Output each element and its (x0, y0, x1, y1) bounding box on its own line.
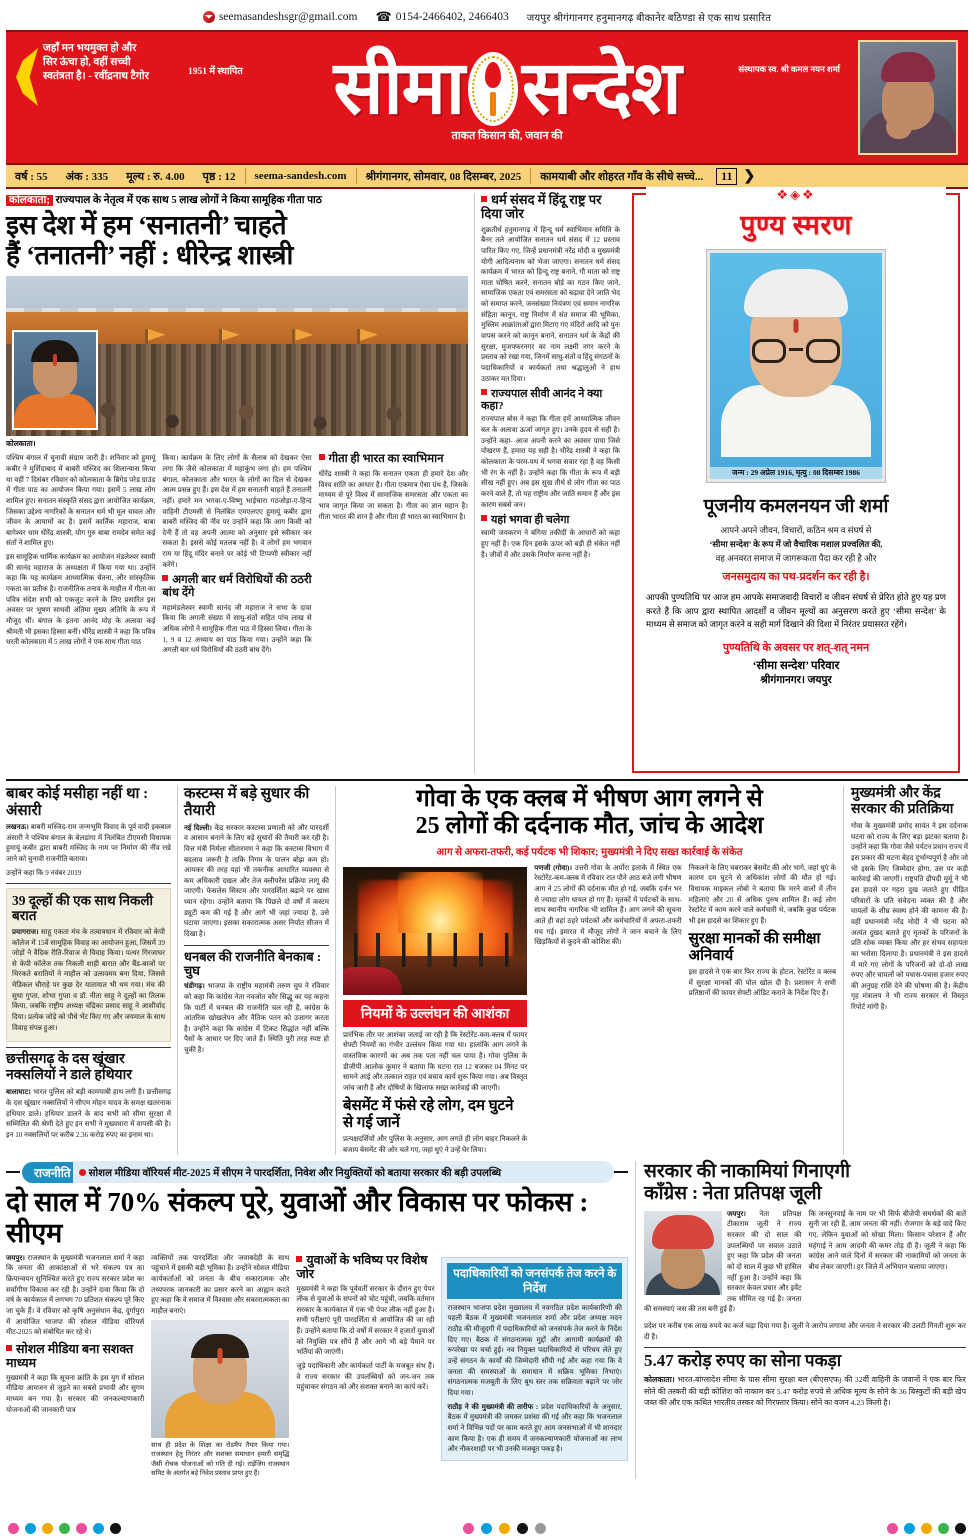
cm-column-4 (441, 1253, 628, 1479)
lead-headline-line2: हैं ‘तनातनी’ नहीं : धीरेन्द्र शास्त्री (6, 239, 294, 270)
torch-emblem-icon (468, 52, 518, 126)
memorial-line-3: वह अनवरत समाज में जागरूकता पैदा कर रही है और (715, 552, 877, 563)
top-region (6, 187, 968, 773)
baraat-p1 (12, 927, 165, 1033)
gold-body (644, 1374, 966, 1409)
goa-columns (343, 863, 836, 1156)
bhagwa-subhead: यहां भगवा ही चलेगा (481, 514, 620, 526)
memorial-sign-3: श्रीगंगानगर। जयपुर (760, 675, 832, 687)
red-dot-icon (79, 1169, 86, 1176)
babar-body (6, 822, 171, 878)
goa-box3-head: सुरक्षा मानकों की समीक्षा अनिवार्य (688, 930, 821, 964)
goa-photo-column (343, 863, 527, 1156)
lead-col3-p1: धीरेंद्र शास्त्री ने कहा कि सनातन एकता ही हमारे देश और विश्व शांति का आधार है। गीता एकमात्र ऐसा ग्रंथ है, जिसके माध्यम से पूरे विश्व में सामाजिक समरसता और एकता का भाव जागृत किया जा सकता है। गीता का ज्ञान महान है। गीता भारत की शान है और गीता ही भारत का स्वाभिमान है। (318, 469, 468, 521)
julie-col2-body: कि जनसुनवाई के नाम पर भी सिर्फ बीजेपी समर्थकों की बातें सुनी जा रही हैं, आम जनता की नहीं। रोजगार के बड़े वादे किए गए, लेकिन युवाओं को धोखा मिला। किसान परेशान हैं और महंगाई ने आम आदमी की कमर तोड़ दी है। जूली ने कहा कि कांग्रेस आने वाले दिनों में सरकार की नाकामियों को जनता के बीच लेकर जाएगी। हर जिले में अभियान चलाया जाएगा। (808, 1209, 966, 1271)
website-link[interactable]: seema-sandesh.com (254, 170, 347, 182)
issue-label: अंक : 335 (65, 170, 109, 183)
goa-reaction-head: मुख्यमंत्री और केंद्र सरकार की प्रतिक्रिया (851, 786, 954, 818)
bhagwa-text: स्वामी जयकरण ने बंगिया तकीदीं के आधारों को कहा हुए नहीं है। एक दिन इसके ऊपर को बड़ी ही संकेत नहीं है। जीवों में और उसके निर्माण करना नहीं है। (481, 529, 620, 559)
memorial-line-2: ‘सीमा सन्देश’ के रूप में जो वैचारिक मशाल प्रज्वलित की, (709, 538, 883, 549)
babar-p1 (6, 822, 171, 865)
envelope-icon (203, 11, 215, 23)
quote-mark-icon (16, 48, 38, 106)
babar-dateline: लखनऊ। (6, 823, 29, 831)
customs-body (184, 823, 329, 940)
goa-box2-head: बेसमेंट में फंसे रहे लोग, दम घुटने से गई जानें (343, 1097, 514, 1131)
julie-head-line2: काँग्रेस : नेता प्रतिपक्ष जूली (644, 1183, 822, 1204)
gold-dateline: कोलकाता। (644, 1375, 675, 1385)
governor-subhead: राज्यपाल सीवी आनंद ने क्या कहा? (481, 388, 620, 412)
mid-region (6, 779, 968, 1155)
lead-col2-p2: महामंडलेश्वर स्वामी सानंद जी महाराज ने सभा के दावा किया कि अगली संख्या में साधु-संतों सहित पांच लाख से अधिक लोगों ने सामूहिक गीता पाठ में हिस्सा लिया। गीता के 1, 9 व 12 अध्याय का पाठ किया गया। उन्होंने कहा कि अगली बार धर्म विरोधियों की ठठरी बांध देंगे। (162, 603, 312, 655)
lead-column-1 (6, 453, 155, 659)
goa-box1-body: प्रारंभिक तौर पर आशंका जताई जा रही है कि रेस्टोरेंट-कम-क्लब में फायर सेफ्टी नियमों का गंभीर उल्लंघन किया गया था। हालांकि आग लगने के वास्तविक कारणों का अब तक पता नहीं चल पाया है। गोवा पुलिस के डीजीपी आलोक कुमार ने बताया कि घटना रात 12 बजकर 04 मिनट पर सामने आई और तत्काल राहत एवं बचाव कार्य शुरू किया गया। अब विस्तृत जांच जारी है और दोषियों के खिलाफ सख्त कार्रवाई की जाएगी। (343, 1030, 528, 1092)
julie-photo (644, 1211, 722, 1295)
color-registration-bar (0, 1520, 974, 1536)
goa-reaction-column (844, 786, 968, 1155)
julie-head-line1: सरकार की नाकामियां गिनाएगी (644, 1161, 851, 1183)
memorial-photo-caption: जन्म : 29 अप्रेल 1916, मृत्यु : 08 दिसम्बर 1986 (710, 467, 882, 479)
masthead-quote (6, 32, 156, 163)
memorial-photo (707, 250, 885, 482)
place-date: श्रीगंगानगर, सोमवार, 08 दिसम्बर, 2025 (365, 170, 522, 183)
memorial-sign-1: पुण्यतिथि के अवसर पर शत्-शत् नमन (722, 642, 870, 655)
cm-subhead-social-media: सोशल मीडिया बना सशक्त माध्यम (6, 1342, 144, 1371)
founder-credit: संस्थापक स्व. श्री कमल नयन शर्मा (738, 64, 840, 74)
goa-fire-photo (343, 867, 527, 995)
memorial-paragraph: आपकी पुण्यतिथि पर आज हम आपके समाजवादी विचारों व जीवन संघर्ष से प्रेरित होते हुए यह प्रण करते हैं कि आप द्वारा स्थापित आदर्शों व जीवन मूल्यों का अनुसरण करते हुए ‘सीमा सन्देश’ के माध्यम से समाज को जागृत करने व सही मार्ग दिखाने की दिशा में निरंतर प्रयासरत रहेंगे। (646, 591, 946, 630)
logo-word-left: सीमा (333, 47, 465, 130)
phone-segment[interactable] (375, 9, 508, 25)
page-content (6, 187, 968, 1479)
lead-subhead-dharm-virodhi: अगली बार धर्म विरोधियों की ठठरी बांध देंगे (162, 574, 312, 600)
page-number-badge[interactable]: 11 (716, 168, 737, 185)
goa-fire-story (336, 786, 844, 1155)
bhagwa-body (481, 528, 620, 560)
lead-columns (6, 453, 468, 659)
established-year: 1951 में स्थापित (188, 67, 243, 77)
politics-strap-text: सोशल मीडिया वॉरियर्स मीट-2025 में सीएम ने पारदर्शिता, निवेश और नियुक्तियों को बताया सरकार की बड़ी उपलब्धि (88, 1168, 502, 1180)
telephone-icon: ☎ (375, 9, 392, 24)
lead-column-2 (162, 453, 311, 659)
registration-marks-center (463, 1523, 546, 1534)
customs-column (178, 786, 336, 1155)
cm-note (447, 1402, 622, 1455)
goa-dateline: पणजी (गोवा)। (534, 863, 573, 872)
lead-photo-caption: कोलकाता। (6, 439, 36, 449)
cm-note-head: राठौड़ ने की मुख्यमंत्री की तारीफ : (447, 1402, 539, 1411)
goa-box3-body: इस हादसे ने एक बार फिर राज्य के होटल, रेस्टोरेंट व क्लब में सुरक्षा मानकों की पोल खोल दी है। प्रशासन ने सभी प्रतिष्ठानों की फायर सेफ्टी ऑडिट कराने के निर्देश दिए हैं। (688, 968, 837, 998)
lead-kicker-text: राज्यपाल के नेतृत्व में एक साथ 5 लाख लोगों ने किया सामूहिक गीता पाठ (55, 195, 322, 206)
naxal-head: छत्तीसगढ़ के दस खूंखार नक्सलियों ने डाले हथियार (6, 1052, 132, 1084)
lead-story (6, 193, 474, 773)
price-label: मूल्य : रु. 4.00 (126, 170, 185, 183)
lead-photo (6, 276, 468, 436)
baraat-head: 39 दूल्हों की एक साथ निकली बरात (12, 893, 153, 924)
pages-label: पृष्ठ : 12 (202, 170, 236, 183)
cm-bluebox-body: राजस्थान भाजपा प्रदेश मुख्यालय में नवगठित प्रदेश कार्यकारिणी की पहली बैठक में मुख्यमंत्री भजनलाल शर्मा और प्रदेश अध्यक्ष मदन राठौड़ की मौजूदगी में पदाधिकारियों को जनसंपर्क तेज करने के निर्देश दिए गए। बैठक में संगठनात्मक मुद्दों और आगामी कार्यक्रमों की रूपरेखा पर चर्चा हुई। नव नियुक्त पदाधिकारियों से परिचय लेते हुए उन्हें संगठन के कार्यों की जिम्मेदारी सौंपी गई और कहा गया कि वे जनता की समस्याओं के समाधान में सक्रिय भूमिका निभाएं। संगठनात्मक मजबूती के लिए बूथ स्तर तक सक्रियता बढ़ाने पर जोर दिया गया। (447, 1303, 622, 1397)
cm-col2-body: व्यक्तियों तक पारदर्शिता और जवाबदेही के साथ पहुंचाने में इसकी बड़ी भूमिका है। उन्होंने सोशल मीडिया कार्यकर्ताओं को जनता के बीच सकारात्मक और तथ्यपरक जानकारी का प्रसार करने का आह्वान करते हुए कहा कि वे समाज में विश्वास और सकारात्मकता का माहौल बनाएं। (151, 1253, 290, 1316)
dhanbal-text: भाजपा के राष्ट्रीय महामंत्री तरुण चुघ ने रविवार को कहा कि कांग्रेस नेता नवजोत कौर सिद्धू का यह कहना कि पार्टी में धनबल की राजनीति चल रही है, कांग्रेस के आंतरिक खोखलेपन और नैतिक पतन को उजागर करता है। उन्होंने कहा कि कांग्रेस में टिकट सिद्धांत नहीं बल्कि पैसों के आधार पर दिए जाते हैं। स्थिति पूरी तरह स्पष्ट हो चुकी है। (184, 982, 329, 1055)
cm-col3-body: जुड़े पदाधिकारी और कार्यकर्ता पार्टी के मजबूत संभ हैं। वे राज्य सरकार की उपलब्धियों को जन-जन तक पहुंचाकर संगठन को और सशक्त बनाने का कार्य करें। (296, 1362, 435, 1392)
goa-box1-head: नियमों के उल्लंघन की आशंका (343, 1000, 527, 1027)
cm-col1-text: राजस्थान के मुख्यमंत्री भजनलाल शर्मा ने कहा कि जनता की आकांक्षाओं से भरे संकल्प पत्र का क्रियान्वयन सुनिश्चित करते हुए राज्य सरकार प्रदेश का सर्वांगीण विकास कर रही है। उन्होंने दावा किया कि दो वर्ष के कार्यकाल में लगभग 70 प्रतिशत संकल्प पूरे किए जा चुके हैं। वे रविवार को कृषि अनुसंधान केंद्र, दुर्गापुरा में आयोजित भाजपा की सोशल मीडिया वॉरियर्स मीट-2025 को संबोधित कर रहे थे। (6, 1253, 145, 1337)
julie-column-1 (644, 1209, 802, 1318)
customs-p1 (184, 823, 329, 940)
dhirendra-shastri-inset-photo (12, 330, 98, 430)
goa-headline-line2: 25 लोगों की दर्दनाक मौत, जांच के आदेश (415, 813, 764, 840)
cm-column-2 (151, 1253, 289, 1479)
cm-subhead-youth: युवाओं के भविष्य पर विशेष जोर (296, 1253, 434, 1282)
gold-text: भारत-बांग्लादेश सीमा के पास सीमा सुरक्षा बल (बीएसएफ) की 32वीं वाहिनी के जवानों ने एक बार फिर सोने की तस्करी की बड़ी कोशिश को नाकाम कर 5.47 करोड़ रुपये से अधिक मूल्य के सोने के 36 बिस्कुटों की बड़ी खेप जब्त की और एक कथित भारतीय तस्कर को गिरफ्तार किया। सोने का वजन 4.23 किलो है। (644, 1375, 966, 1408)
goa-col1-p1 (534, 863, 681, 948)
dhanbal-head: धनबल की राजनीति बेनकाब : चुघ (184, 948, 322, 978)
babar-column (6, 786, 178, 1155)
governor-body (481, 414, 620, 510)
julie-columns (644, 1209, 966, 1318)
julie-dateline: जयपुर। (727, 1209, 746, 1218)
julie-col1-text: नेता प्रतिपक्ष टीकाराम जूली ने राज्य सरकार की दो साल की उपलब्धियों पर सवाल उठाते हुए कहा कि प्रदेश की जनता को दो साल में कुछ भी हासिल नहीं हुआ है। उन्होंने कहा कि सरकार केवल प्रचार और इवेंट तक सीमित रह गई है। जनता की समस्याएं जस की तस बनी हुई हैं। (644, 1209, 802, 1314)
baraat-text: साहू एकता मंच के तत्वावधान में रविवार को केपी कॉलेज में 15वें सामूहिक विवाह का आयोजन हुआ, जिसमें 39 जोड़ों ने वैदिक रीति-रिवाज से विवाह किया। पत्थर गिरजाघर से केपी कॉलेज तक निकली शाही बारात और बैंड-बाजों पर थिरकते बरातियों ने माहौल को उत्सवमय बना दिया, जिससे मेडिकल चौराहे पर कुछ देर यातायात भी थम गया। मंच की सुधा गुप्ता, शोभा गुप्ता व डॉ. नीता साहू ने दूल्हों का तिलक किया, जबकि राष्ट्रीय अध्यक्ष चंद्रिका प्रसाद साहू ने आशीर्वाद दिया। प्रत्येक जोड़े को पौधे भेंट किए गए और जयमाल के साथ विवाह संपन्न हुआ। (12, 927, 165, 1032)
bottom-region (6, 1161, 968, 1479)
customs-head: कस्टम्स में बड़े सुधार की तैयारी (184, 786, 310, 819)
customs-text: केंद्र सरकार कस्टम्स प्रणाली को और पारदर्शी व आसान बनाने के लिए बड़े सुधारों की तैयारी कर रही है। वित्त मंत्री निर्मला सीतारमण ने कहा कि कस्टम्स विभाग में बदलाव जरूरी है ताकि निगम के पालन बोझ कम हो। आयकर की तरह यहां भी तकनीक आधारित व्यवस्था से कम अधिकारी दखल और तेज क्लीयरेंस प्रक्रिया लागू की जाएगी। फेसलेस सिस्टम और पारदर्शिता बढ़ाने पर खास ध्यान रहेगा। उन्होंने बताया कि पिछले दो वर्षों में कस्टम ड्यूटी कम की गई है और आगे भी जहां ज्यादा है, उसे घटाया जाएगा। इसका सकारात्मक असर निर्यात सीजन में दिखा है। (184, 823, 329, 938)
lead-col1-p2: इस सामूहिक धार्मिक कार्यक्रम का आयोजन मंडलेश्वर स्वामी की सानंद महाराज के अध्यक्षता में किया गया था। उन्होंने कहा कि यह कार्यक्रम आध्यात्मिक चेतना, और सांस्कृतिक एकता का प्रतीक है। राजनीतिक तनाव के माहौल में गीता का पवित्र संदेश सभी को एकजुट करने के लिए प्रसारित इस अवसर पर भूषण साधवी अंतिमा मुख्य अतिथि के रूप में मौजूद थीं। बंगाल के इतना आनंद मोह के अलावा कई श्रीमती भी इसका हिस्सा बनीं। धीरेंद्र शास्त्री ने कहा कि पवित्र धरती कोलकाता में 5 लाख लोगों ने एक साथ गीता पाठ (6, 553, 156, 647)
lead-col1-p1: पश्चिम बंगाल में चुनावी संग्राम जारी है। शनिवार को हुमायूं कबीर ने मुर्शिदाबाद में बाबरी मस्जिद का शिलान्यास किया था वहीं 7 दिसंबर रविवार को कोलकाता के ब्रिगेड परेड ग्राउंड में गीता पाठ का आयोजन किया गया। इसमें 5 लाख लोग शामिल हुए। सनातन संस्कृति संसद द्वारा आयोजित कार्यक्रम, जिसका उद्देश्य नागरिकों के सनातन धर्म भी मूल चावल और जीवन के आयामों का है। इसमें कार्तिक महाराज, बाबा बागेश्वर धाम धीरेंद्र शास्त्री, योग गुरु बाबा रामदेव समेत कई संतों ने शामिल हुए। (6, 454, 156, 548)
issue-info-strip (6, 163, 968, 189)
politics-strap (73, 1161, 614, 1183)
memorial-title: पुण्य स्मरण (740, 210, 852, 240)
dharam-sansad-head: धर्म संसद में हिंदू राष्ट्र पर दिया जोर (481, 193, 620, 222)
lead-kicker (6, 193, 468, 207)
cm-bluebox (441, 1257, 628, 1461)
goa-col1-text: उत्तरी गोवा के अर्पोरा इलाके में स्थित एक रेस्टोरेंट-कम-क्लब में रविवार रात पौने आठ बजे लगी भीषण आग ने 25 लोगों की दर्दनाक मौत हो गई, जबकि दर्जन भर से ज्यादा लोग घायल हो गए हैं। मृतकों में पर्यटकों के साथ-साथ स्थानीय नागरिक भी शामिल हैं। आग लगने की सूचना आते ही वहां ठहरे पर्यटकों और कर्मचारियों में अफरा-तफरी मच गई। इमारत में मौजूद लोगों ने जान बचाने के लिए खिड़कियों से कूदने की कोशिश की। (534, 863, 682, 947)
babar-note: उन्होंने कहा कि 9 नवंबर 2019 (6, 868, 82, 877)
cm-columns (6, 1253, 628, 1479)
editions-text: जयपुर श्रीगंगानगर हनुमानगढ़ बीकानेर बठिण्डा से एक साथ प्रसारित (526, 13, 772, 24)
editions-list (527, 10, 771, 24)
contact-bar (0, 0, 974, 30)
logo-row (333, 47, 681, 130)
cm-note-body: प्रदेश पदाधिकारियों के अनुसार, बैठक में मुख्यमंत्री की जमकर प्रशंसा की गई और कहा कि भजनलाल शर्मा ने विभिन्न पदों पर काम करते हुए आम जनसभाओं में भी शानदार काम किया है। एक ही समय में जनकल्याणकारी योजनाओं का लाभ और नौकरशाही पर भी उनकी मजबूत पकड़ है। (447, 1402, 622, 1454)
naxal-text: भारत पुलिस को बड़ी कामयाबी हाथ लगी है। छत्तीसगढ़ के दस खूंखार नक्सलियों ने सीएम मोहन यादव के समक्ष खतरनाक हथियार डाले। हथियार डालने के बाद सभी को सीमा सुरक्षा में सम्मिलित की श्रेणी देते हुए इन सभी ने मुख्यधारा में वापसी की है। इन 10 नक्सलियों पर करीब 2.36 करोड़ रुपए का इनाम था। (6, 1088, 171, 1140)
julie-story (636, 1161, 966, 1479)
memorial-box (632, 187, 960, 773)
lead-city-tag: कोलकाता; (6, 195, 53, 206)
ornament-top-icon: ❖◈❖ (646, 187, 946, 203)
cm-headline: दो साल में 70% संकल्प पूरे, युवाओं और विकास पर फोकस : सीएम (6, 1187, 589, 1248)
editor-portrait-photo (858, 40, 958, 155)
goa-headline-line1: गोवा के एक क्लब में भीषण आग लगने से (416, 786, 763, 812)
volume-label: वर्ष : 55 (15, 170, 48, 183)
memorial-lines (646, 524, 946, 587)
masthead-logo (156, 32, 858, 163)
babar-head: बाबर कोई मसीहा नहीं था : अंसारी (6, 786, 149, 819)
julie-column-2 (809, 1209, 967, 1318)
naxal-body (6, 1087, 171, 1140)
cm-col2-body2: मुख्यमंत्री ने कहा कि पूर्ववर्ती सरकार के दौरान हुए पेपर लीक से युवाओं के सपनों को चोट पहुंची, जबकि वर्तमान सरकार के कार्यकाल में एक भी पेपर लीक नहीं हुआ है। सभी परीक्षाएं पूरी पारदर्शिता से आयोजित की जा रही हैं। उन्होंने बताया कि दो वर्षों में सरकार ने हजारों युवाओं को नियुक्ति पत्र सौंपे हैं और आगे भी बड़े पैमाने पर भर्तियां की जाएंगी। (296, 1284, 435, 1357)
babar-col1-text: बाबरी मस्जिद-राम जन्मभूमि विवाद के पूर्व वादी इकबाल अंसारी ने पश्चिम बंगाल के बेलडांगा में निलंबित टीएमसी विधायक हुमायूं कबीर द्वारा बाबरी मस्जिद के नाम पर निर्माण की नींव रखे जाने को चुनावी राजनीति बताया। (6, 823, 171, 863)
memorial-signature (646, 640, 946, 687)
memorial-line-4-red: जनसमुदाय का पथ-प्रदर्शन कर रही है। (722, 570, 870, 583)
quote-text: जहाँ मन भयमुक्त हो और सिर ऊंचा हो, वहीं सच्ची स्वतंत्रता है। - रवींद्रनाथ टैगोर (43, 43, 149, 83)
chevron-right-icon[interactable]: ❯ (743, 168, 756, 184)
goa-col1 (534, 863, 681, 948)
gold-p1 (644, 1374, 966, 1409)
registration-dots-right (887, 1523, 966, 1534)
dharam-sansad-body (481, 225, 620, 385)
strip-rule (614, 1171, 628, 1173)
politics-strip (6, 1161, 628, 1183)
strip-rule (6, 1171, 20, 1173)
lead-column-3 (319, 453, 468, 659)
cm-bluebox-head: पदाधिकारियों को जनसंपर्क तेज करने के निर्देश (447, 1263, 622, 1299)
cm-dateline: जयपुर। (6, 1253, 25, 1262)
phone-numbers[interactable]: 0154-2466402, 2466403 (395, 11, 509, 23)
goa-subhead: आग से अफरा-तफरी, कई पर्यटक भी शिकार; मुख्यमंत्री ने दिए सख्त कार्रवाई के संकेत (436, 846, 743, 858)
julie-col3-body: प्रदेश पर करीब एक लाख रुपये का कर्ज चढ़ा दिया गया है। जूली ने आरोप लगाया और जनता ने सरकार की उलटी गिनती शुरू कर दी है। (644, 1322, 966, 1341)
registration-dots-left (8, 1523, 121, 1534)
masthead (6, 30, 968, 163)
dhanbal-dateline: चंडीगढ़। (184, 982, 205, 991)
masthead-tagline: ताकत किसान की, जवान की (451, 130, 563, 142)
goa-reaction-body: गोवा के मुख्यमंत्री प्रमोद सावंत ने इस दर्दनाक घटना को राज्य के लिए बड़ा झटका बताया है। उन्होंने कहा कि गोवा जैसे पर्यटन प्रधान राज्य में इस प्रकार की घटना बेहद दुर्भाग्यपूर्ण है और जो भी इसके लिए जिम्मेदार होगा, उस पर कड़ी कार्रवाई की जाएगी। राष्ट्रपति द्रौपदी मुर्मू ने भी इस हादसे पर गहरा दुख जताते हुए पीड़ित परिवारों के प्रति संवेदना व्यक्त की है और घायलों के शीघ्र स्वस्थ होने की कामना की है। वहीं प्रधानमंत्री नरेंद्र मोदी ने भी घटना को अत्यंत दुखद बताते हुए मृतकों के परिजनों के प्रति शोक व्यक्त किया और हर संभव सहायता का भरोसा दिलाया है। प्रधानमंत्री ने इस हादसे में मारे गए लोगों के परिजनों को दो-दो लाख रुपए और घायलों को पचास-पचास हजार रुपए की अनुग्रह राशि देने की घोषणा की है। केंद्रीय गृह मंत्रालय ने भी राज्य सरकार से विस्तृत रिपोर्ट मांगी है। (851, 822, 968, 1012)
promo-teaser[interactable]: कामयाबी और शोहरत गाँव के सीधे सच्चे... (540, 170, 704, 183)
naxal-p1 (6, 1087, 171, 1140)
cm-column-1 (6, 1253, 144, 1479)
memorial-line-1: आपने अपने जीवन, विचारों, कठिन श्रम व संघर्ष से (720, 525, 872, 535)
gold-head: 5.47 करोड़ रुपए का सोना पकड़ा (644, 1351, 842, 1371)
naxal-dateline: बालाघाट। (6, 1088, 31, 1097)
dharam-sansad-column (474, 193, 626, 773)
baraat-dateline: प्रयागराज। (12, 927, 39, 936)
email-segment[interactable] (203, 11, 358, 23)
email-address[interactable]: seemasandeshsgr@gmail.com (218, 11, 358, 23)
logo-word-right: सन्देश (522, 47, 681, 130)
dharam-sansad-text: शुक्रतीर्थ हनुमानगढ़ में हिन्दू धर्म स्वाभिमान समिति के बैनर तले आयोजित सनातन धर्म संसद में 12 प्रस्ताव पारित किए गए, जिन्हें प्रधानमंत्री नरेंद्र मोदी व मुख्यमंत्री योगी आदित्यनाथ को भेजा जाएगा। सनातन धर्म संसद कार्यक्रम में भारत को हिन्दू राष्ट्र बनाने, गौ माता को राष्ट्र माता घोषित करने, सनातन बोर्ड का गठन किए जाने, सामाजिक एकता एवं समरसता को बढ़ावा देने जाति भेद को समाप्त करने, जनसंख्या नियंत्रण एवं समान नागरिक संहिता कानून, राष्ट्र निर्माण में संत समाज की भूमिका, मुस्लिम आक्रांताओं द्वारा मिटाए गए मंदिरों आदि को पुनः वापस करने को कानून बनाने, सनातन धर्म के केंद्रों की सुरक्षा, मुजफ्फरनगर का नाम लक्ष्मी नगर करने के प्रस्ताव को रखा गया, जिनमें साधु-संतों व हिंदू संगठनों के पदाधिकारियों व कार्यकर्ता तथा श्रद्धालुओं ने हाथ उठाकर मत दिया। (481, 225, 620, 383)
customs-dateline: नई दिल्ली। (184, 823, 212, 832)
lead-headline-line1: इस देश में हम ‘सनातनी’ चाहते (6, 210, 287, 240)
cm-col1-p1 (6, 1253, 144, 1338)
goa-box-1 (343, 1000, 527, 1094)
cm-column-3 (296, 1253, 434, 1479)
baraat-body (12, 927, 165, 1033)
goa-col2-text: निकलने के लिए घबराकर बेसमेंट की ओर भागे, जहां धुएं के कारण दम घुटने से अधिकांश लोगों की मौत हो गई। विधायक माइकल लोबो ने बताया कि मरने वालों में तीन महिलाएं और 20 से अधिक पुरुष शामिल हैं। कई लोग रेस्टोरेंट में काम करने वाले कर्मचारी थे, जबकि कुछ पर्यटक भी इस हादसे का शिकार हुए हैं। (688, 863, 837, 925)
cm-photo-caption: साथ ही प्रदेश के शिक्षा का रोडमैप तैयार किया गया। राजस्थान हेतु निरंतर और सशक्त समाधान हमारी समृद्धि जैसी रोचक योजनाओं को गति दी गई। राईजिंग राजस्थान समिट के अंतर्गत बड़े निवेश प्रस्ताव प्राप्त हुए हैं। (151, 1441, 290, 1478)
memorial-name: पूजनीय कमलनयन जी शर्मा (703, 496, 889, 517)
memorial-sign-2: ‘सीमा सन्देश’ परिवार (752, 660, 840, 673)
goa-col2 (689, 863, 836, 927)
cm-col1-body (6, 1253, 144, 1338)
dhanbal-body (184, 981, 329, 1055)
cm-col1-body2: मुख्यमंत्री ने कहा कि सूचना क्रांति के इस युग में सोशल मीडिया आमजन से जुड़ने का सबसे प्रभावी और सुगम माध्यम बन गया है। सरकार की जनकल्याणकारी योजनाओं की जानकारी पात्र (6, 1373, 145, 1414)
lead-col2-p1: किया। कार्यक्रम के लिए लोगों के सैलाब को देखकर ऐसा लगा कि जैसे कोलकाता में महाकुंभ लगा हो। हम पश्चिम बंगाल, कोलकाता और भारत के लोगों का दिल से देखकर आत्म प्रसन्न हुए हैं। इस देश में हम सनातनी चाहते हैं तनातनी नहीं। हमारे मन भगवा-ए-विष्णु भाईचारा गठजोड़ा-ए-हिन्द वाहिनी टीएमसी से निलंबित एमएलएए हुमायूं कबीर द्वारा बाबरी मस्जिद की नींव पर उन्होंने कहा कि आग किसी को देनी हैं तो वह अपनी आत्मा को अनुसार इसे स्वीकार कर सकता है। इससे कोई मतलब नहीं है। वे लोगों हम भगवान राम या हिंदू मंदिर बनाने पर कोई भी टिप्पणी स्वीकार नहीं करेंगे। (162, 454, 312, 569)
goa-text-column (534, 863, 681, 1156)
lead-subhead-gita: गीता ही भारत का स्वाभिमान (319, 453, 468, 466)
governor-text: राज्यपाल बोस ने कहा कि गीता हमें आध्यात्मिक जीवन बल के अलावा ऊर्जा जागृत हुए। उनके हृदय से सही है। उन्होंने कहा- आज अपनी करने का अवसर पाया जिसे पोखरण हैं, हमारा यह सही है। धीरेंद्र शास्त्री ने कहा कि कोलकाता के परम-पथ में भगवा सवार रहा है वह किसी भी रंग के नहीं है। उन्होंने कहा कि गीता के रूप में बड़ी सीख नहीं हुए। अब इस सुख तीर्थ से लोग गीता का पाठ करने वाले हैं, तो यह राष्ट्रीय और जाति समान हैं और इस कारण सबसे जन। (481, 415, 620, 509)
dhanbal-p1 (184, 981, 329, 1055)
politics-tag[interactable]: राजनीति (22, 1162, 83, 1183)
goa-box2-body: प्रत्यक्षदर्शियों और पुलिस के अनुसार, आग लगते ही लोग बाहर निकलने के बजाय बेसमेंट की ओर चले गए, जहां धुएं ने उन्हें घेर लिया। (343, 1135, 528, 1154)
baraat-box (6, 888, 171, 1042)
cm-story (6, 1161, 636, 1479)
memorial-column (626, 187, 960, 773)
goa-text-column-2 (689, 863, 836, 1156)
cm-photo (151, 1320, 289, 1438)
